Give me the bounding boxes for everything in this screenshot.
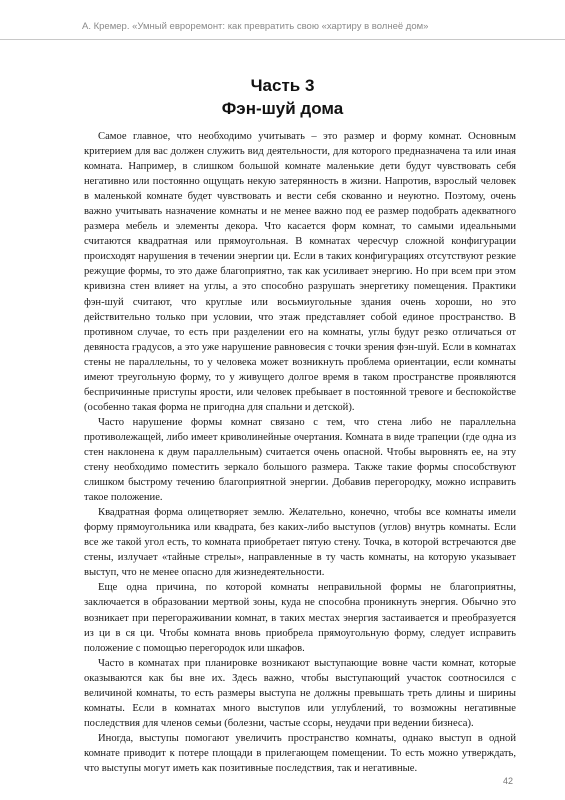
- running-header-text: А. Кремер. «Умный евроремонт: как превратить свою «хартиру в волнеё дом»: [82, 21, 429, 32]
- part-label: Часть 3: [250, 76, 315, 95]
- part-title: Фэн-шуй дома: [221, 99, 344, 118]
- running-header: [0, 0, 565, 40]
- paragraph: Иногда, выступы помогают увеличить пространство комнаты, однако выступ в одной комнате приводит к потере площади в прилегающем помещении. То есть можно утверждать, что выступы могут иметь как позитивные последствия, так и негативные.: [84, 732, 516, 774]
- paragraph: Квадратная форма олицетворяет землю. Желательно, конечно, чтобы все комнаты имели форму прямоугольника или квадрата, без каких-либо выступов (углов) внутрь комнаты. Если все же такой угол есть, то комната приобретает пятую стену. Точка, в которой встречаются две стены, излучает «тайные стрелы», направленные в ту часть комнаты, на которую указывает выступ, что не менее опасно для жизнедеятельности.: [84, 507, 516, 579]
- paragraph: Часто в комнатах при планировке возникают выступающие вовне части комнат, которые оказываются как бы вне их. Здесь важно, чтобы выступающий участок соотносился с величиной комнаты, то есть размеры выступа не должны превышать треть длины и ширины комнаты. Если в комнатах много выступов или углублений, то возможны негативные последствия для членов семьи (болезни, частые ссоры, неудачи при ведении бизнеса).: [84, 657, 516, 729]
- page-number: 42: [502, 776, 513, 786]
- paragraph: Еще одна причина, по которой комнаты неправильной формы не благоприятны, заключается в образовании мертвой зоны, куда не способна проникнуть энергия. Обычно это возникает при перегораживании комнат, в таких местах энергия застаивается и преобразуется из ци в ся ци. Чтобы комната вновь приобрела прямоугольную форму, следует исправить положение с помощью перегородок или шкафов.: [84, 582, 516, 654]
- body-text: [84, 129, 516, 776]
- paragraph: Самое главное, что необходимо учитывать – это размер и форму комнат. Основным критерием для вас должен служить вид деятельности, для которого предназначена та или иная комната. Например, в слишком большой комнате маленькие дети будут чувствовать себя негативно или постоянно ощущать некую затерянность в жизни. Напротив, взрослый человек в маленькой комнате будет чувствовать и вести себя скованно и неуютно. Поэтому, очень важно учитывать назначение комнаты и не менее важно под ее размер подобрать адекватного размера мебель и элементы декора. Что касается форм комнат, то самыми идеальными считаются квадратная или прямоугольная. В комнатах чересчур сложной конфигурации происходят нарушения в течении энергии ци. Если в таких конфигурациях отсутствуют резкие режущие формы, то это даже благоприятно, так как усиливает энергию. Но при всем при этом кривизна стен влияет на углы, а это способно разрушать энергетику помещения. Практики фэн-шуй считают, что круглые или восьмиугольные здания очень хороши, но это действительно только при условии, что этаж представляет собой единое пространство. В противном случае, то есть при разделении его на комнаты, углы будут резко отличаться от девяноста градусов, а это уже нарушение равновесия с точки зрения фэн-шуй. Если в комнатах стены не параллельны, то у человека может возникнуть проблема ориентации, если комнаты имеют треугольную форму, то у живущего долгое время в таком пространстве проявляются беспричинные приступы ярости, или человек пребывает в постоянной тревоге и беспокойстве (особенно такая форма не пригодна для спальни и детской).: [84, 131, 516, 413]
- paragraph: Часто нарушение формы комнат связано с тем, что стена либо не параллельна противолежащей, либо имеет криволинейные очертания. Комната в виде трапеции (где одна из стен наклонена к двум параллельным) считается очень опасной. Чтобы выровнять ее, на эту стену необходимо поместить зеркало большого размера. Также такие формы способствуют слишком быстрому течению благоприятной энергии. Добавив перегородку, можно исправить такое положение.: [84, 416, 516, 504]
